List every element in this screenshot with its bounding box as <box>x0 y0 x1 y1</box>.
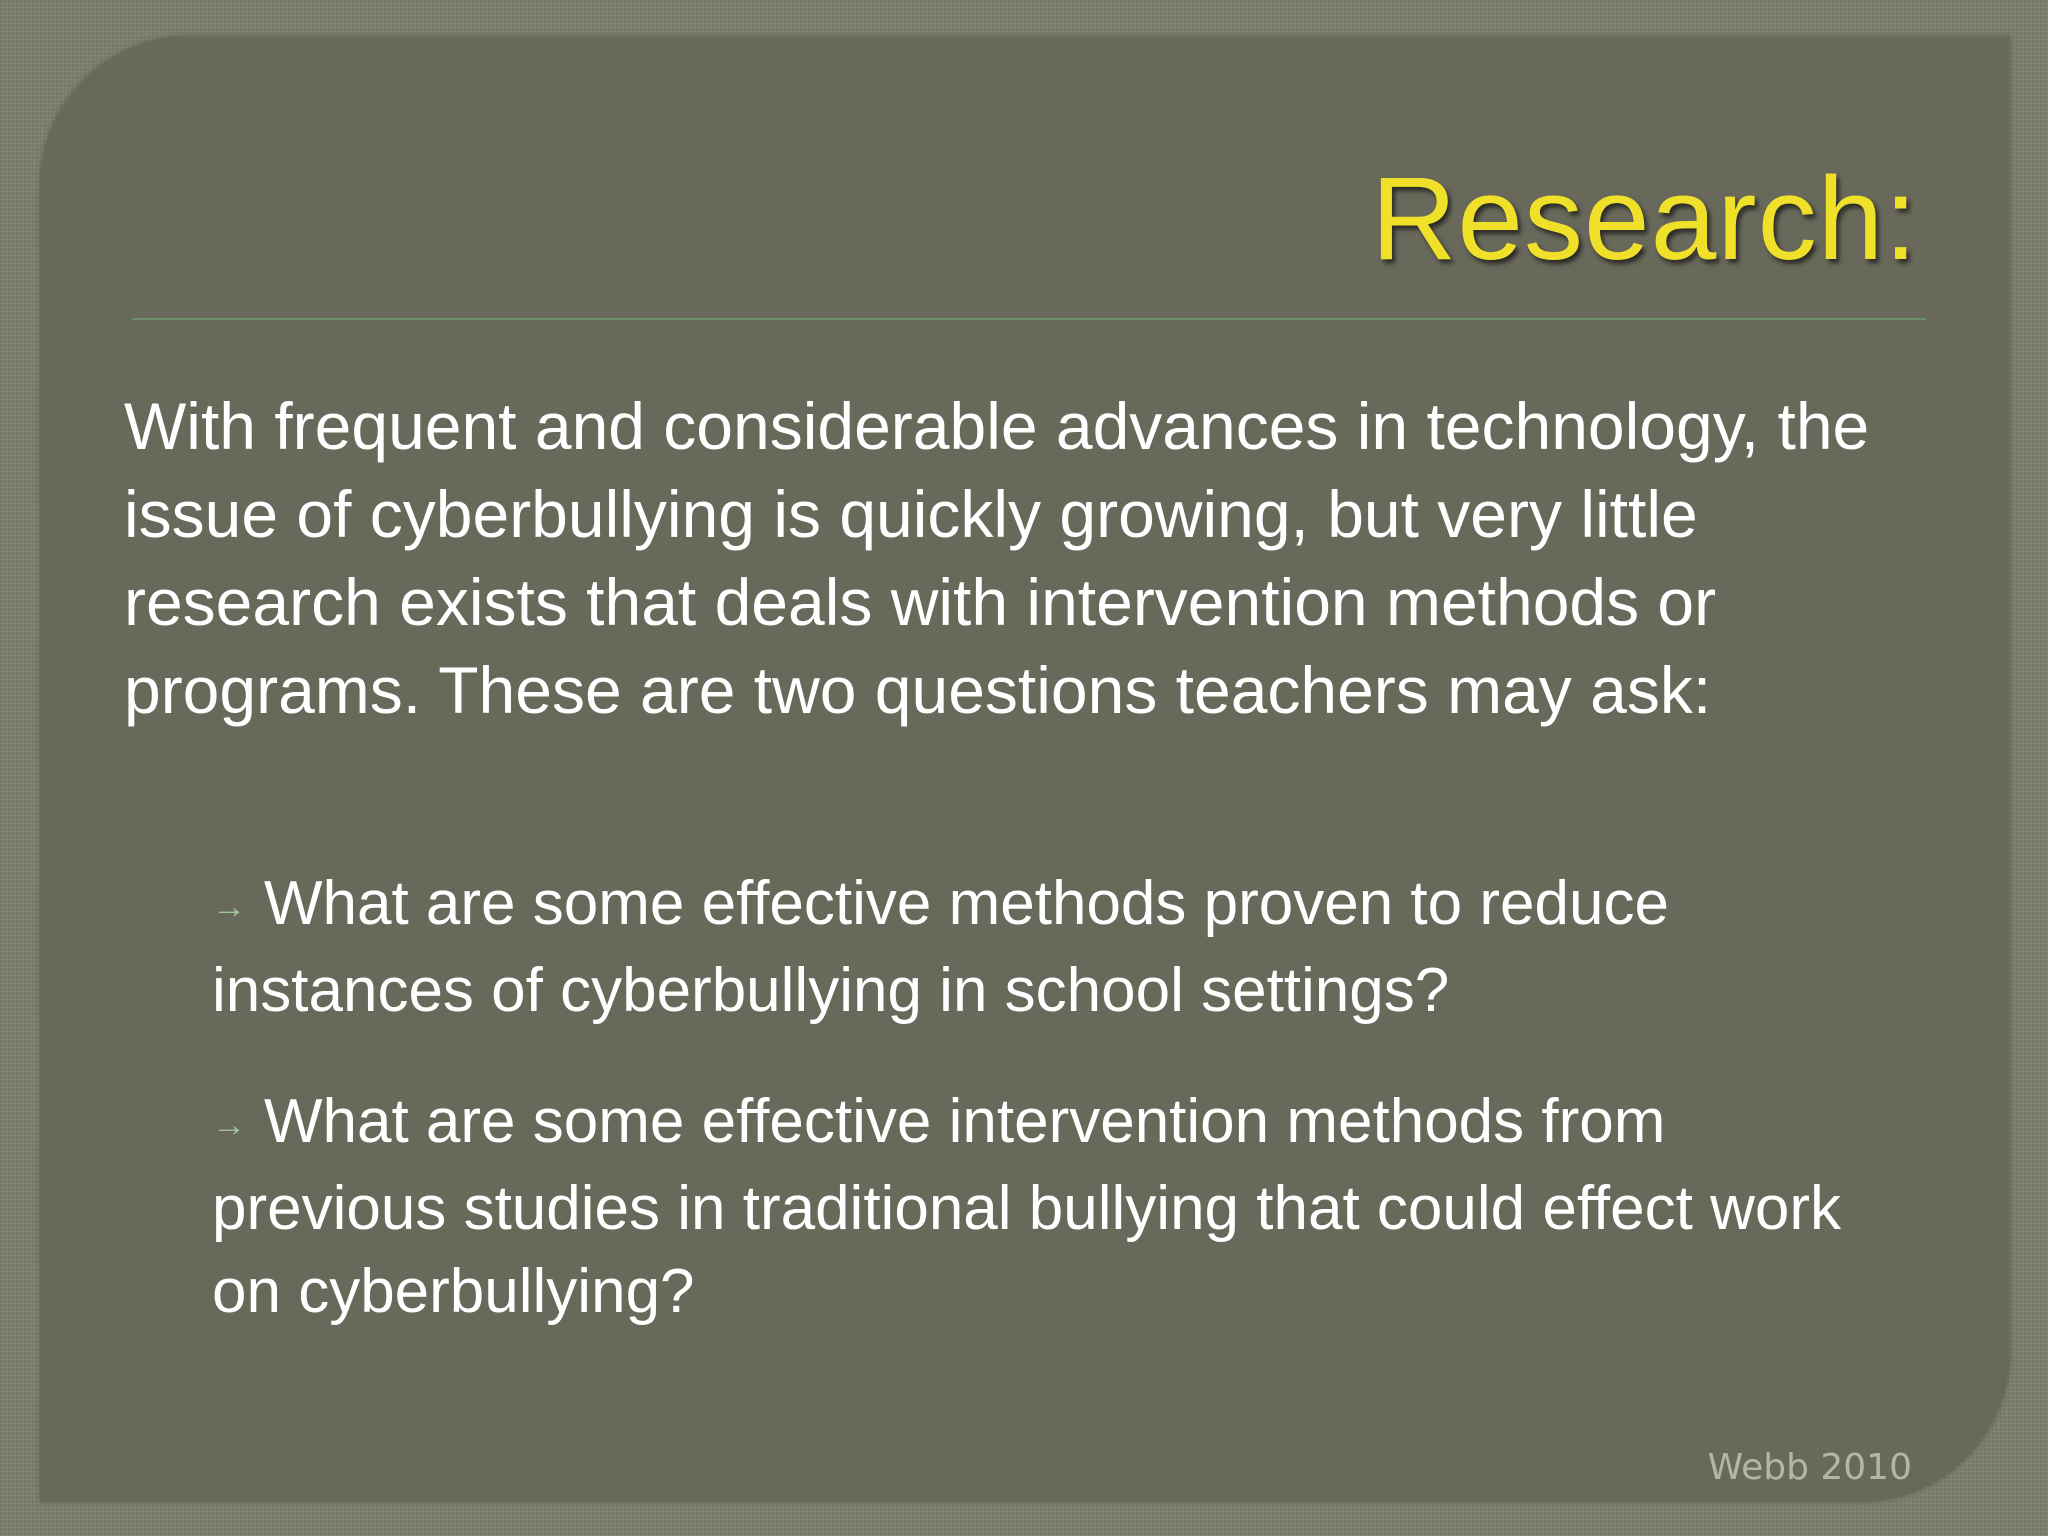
body-paragraph: With frequent and considerable advances in technology, the issue of cyberbullying is quickly growing, but very little research exists that deals with intervention methods or programs. These are two questions teachers may ask: <box>124 389 1870 727</box>
list-item <box>212 862 1912 1032</box>
arrow-right-icon: → <box>212 888 246 926</box>
bullet-text: What are some effective intervention methods from previous studies in traditional bullying that could effect work on cyberbullying? <box>212 1087 1841 1326</box>
bullet-list <box>212 862 1912 1381</box>
list-item <box>212 1080 1912 1333</box>
footer-citation: Webb 2010 <box>1707 1447 1912 1488</box>
title-divider <box>132 318 1926 320</box>
arrow-right-icon: → <box>212 1106 246 1144</box>
bullet-text: What are some effective methods proven to reduce instances of cyberbullying in school settings? <box>212 869 1669 1025</box>
slide-title: Research: <box>1371 153 1918 285</box>
